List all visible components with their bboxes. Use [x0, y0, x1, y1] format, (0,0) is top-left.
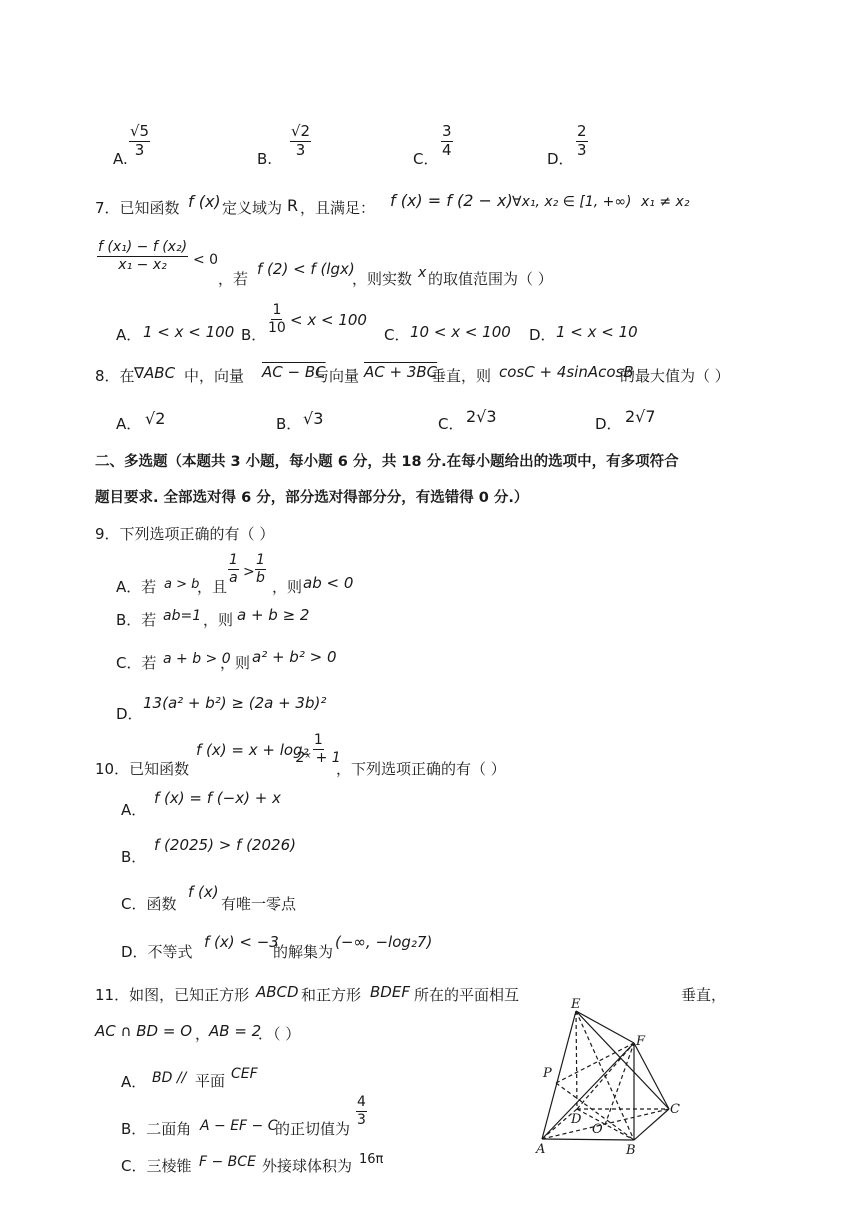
q8-mid-text-1: 中，向量	[184, 367, 245, 385]
q9-option-a-condition: a > b	[164, 577, 200, 592]
q9-option-a-fraction-2	[255, 553, 266, 585]
q6-option-d-denominator: 3	[577, 140, 587, 159]
q8-mid-text-2: 与向量	[314, 367, 360, 385]
section-2-heading-line-1: 二、多选题（本题共 3 小题，每小题 6 分，共 18 分.在每小题给出的选项中，有多项符合	[95, 454, 679, 470]
q9-option-c-label: C．若	[116, 654, 157, 672]
q10-prefix: 10．已知函数	[95, 760, 190, 778]
q8-option-c-value: 2√3	[466, 407, 497, 426]
q9-option-a-mid: ，且	[197, 578, 228, 596]
figure-label-e: E	[571, 997, 581, 1012]
q10-fraction-denominator: 2ˣ + 1	[296, 749, 341, 766]
q8-option-a-label: A．	[116, 415, 142, 433]
q11-option-b-fraction	[356, 1095, 367, 1127]
q8-option-b-value: √3	[303, 409, 324, 428]
q7-variable-x: x	[418, 265, 427, 281]
edge-ab	[542, 1139, 634, 1140]
edge-ec	[576, 1011, 669, 1109]
q6-option-a-denominator: 3	[134, 140, 145, 159]
q8-option-c-label: C．	[438, 415, 464, 433]
q7-option-b-numerator: 1	[272, 302, 282, 318]
q9-option-a-fraction-1-numerator: 1	[229, 552, 238, 568]
q8-option-b-label: B．	[276, 415, 302, 433]
q6-option-b-denominator: 3	[295, 140, 306, 159]
q11-option-b-label: B．二面角	[121, 1120, 192, 1138]
q7-option-b-fraction	[268, 303, 286, 335]
q9-option-a-tail: ，则	[272, 578, 303, 596]
q11-prefix: 11．如图，已知正方形	[95, 986, 250, 1004]
q9-option-b-condition: ab=1	[163, 608, 202, 624]
q7-tail-text-2: 的取值范围为（ ）	[428, 270, 553, 288]
q10-function-fraction	[296, 733, 341, 765]
q6-option-d-numerator: 2	[577, 122, 587, 140]
q10-option-d-label: D．不等式	[121, 943, 193, 961]
q10-fraction-numerator: 1	[313, 732, 323, 748]
figure-label-c: C	[670, 1102, 680, 1117]
q10-option-d-mid: 的解集为	[273, 943, 334, 961]
figure-label-d: D	[571, 1112, 582, 1127]
q10-function-lhs: f (x) = x + log₂	[196, 741, 309, 759]
q7-option-b-denominator: 10	[268, 319, 286, 336]
q8-tail-text: 的最大值为（ ）	[620, 367, 730, 385]
q11-mid-text-1: 和正方形	[301, 986, 362, 1004]
q11-square-1: ABCD	[256, 983, 299, 1001]
q10-option-d-solution-set: (−∞, −log₂7)	[335, 933, 433, 951]
q11-square-2: BDEF	[370, 983, 410, 1001]
q8-option-a-value: √2	[145, 409, 166, 428]
q6-option-a-label: A.	[113, 150, 128, 168]
q7-option-d-label: D．	[529, 326, 556, 344]
figure-label-o: O	[592, 1122, 603, 1137]
q11-option-a-expression: BD //	[152, 1070, 187, 1086]
q10-option-a-expression: f (x) = f (−x) + x	[154, 789, 281, 807]
q8-vector-1: AC − BC	[262, 363, 326, 381]
q9-option-a-result: ab < 0	[303, 574, 354, 592]
q7-option-d-value: 1 < x < 10	[556, 323, 638, 341]
q9-option-a-greater-than: >	[243, 564, 255, 580]
q6-option-d-fraction	[576, 124, 588, 159]
q9-option-b-result: a + b ≥ 2	[237, 606, 310, 624]
q10-option-a-label: A．	[121, 801, 147, 819]
q9-option-b-label: B．若	[116, 611, 157, 629]
q9-stem: 9．下列选项正确的有（ ）	[95, 525, 275, 543]
q7-option-c-value: 10 < x < 100	[410, 323, 511, 341]
figure-label-p: P	[543, 1066, 552, 1081]
q11-side-length: AB = 2	[209, 1022, 262, 1040]
q6-option-c-denominator: 4	[442, 140, 452, 159]
q11-figure	[530, 995, 700, 1160]
q8-vector-2: AC + 3BC	[364, 363, 438, 381]
q11-option-c-expression: F − BCE	[199, 1154, 256, 1170]
q11-bracket: ．（ ）	[258, 1025, 301, 1043]
q8-triangle: ∇ABC	[134, 364, 176, 382]
q6-option-c-numerator: 3	[442, 122, 452, 140]
q7-option-c-label: C．	[384, 326, 410, 344]
q6-option-b-label: B.	[257, 150, 273, 168]
section-2-heading-line-2: 题目要求. 全部选对得 6 分，部分选对得部分分，有选错得 0 分.）	[95, 490, 529, 506]
q9-option-a-fraction-1	[228, 553, 239, 585]
q7-domain-text: 定义域为	[222, 199, 283, 217]
q6-option-b-fraction	[290, 124, 311, 159]
q7-less-than-zero: < 0	[193, 252, 219, 268]
q8-mid-text-3: 垂直，则	[431, 367, 492, 385]
q7-tail-text: ，则实数	[352, 270, 413, 288]
q11-option-a-plane: CEF	[231, 1066, 258, 1082]
q7-fx: f (x)	[188, 192, 221, 211]
q11-option-b-numerator: 4	[357, 1094, 366, 1110]
q6-option-d-label: D．	[547, 150, 574, 168]
q7-fraction-numerator: f (x₁) − f (x₂)	[98, 239, 188, 255]
q11-mid-text-3: 垂直，	[681, 986, 727, 1004]
q7-option-b-value: < x < 100	[290, 311, 367, 329]
q7-option-a-value: 1 < x < 100	[143, 323, 235, 341]
q8-option-d-value: 2√7	[625, 407, 656, 426]
q7-monotonic-fraction	[97, 240, 188, 272]
figure-label-a: A	[536, 1142, 546, 1157]
q9-option-a-label: A．若	[116, 578, 157, 596]
edge-af	[542, 1043, 634, 1139]
edge-fc	[634, 1043, 669, 1109]
q7-real-set: R	[287, 196, 299, 215]
q11-option-c-text: 外接球体积为	[262, 1157, 353, 1175]
q10-option-c-fx: f (x)	[188, 883, 219, 901]
q11-option-b-denominator: 3	[357, 1111, 366, 1128]
edge-eb-hidden	[576, 1011, 634, 1140]
q11-option-c-value: 16π	[359, 1152, 384, 1167]
q8-option-d-label: D．	[595, 415, 622, 433]
edge-ef	[576, 1011, 634, 1043]
q6-option-c-label: C．	[413, 150, 439, 168]
q7-fraction-denominator: x₁ − x₂	[118, 256, 167, 273]
q11-option-b-text: 的正切值为	[275, 1120, 351, 1138]
q11-option-b-expression: A − EF − C	[200, 1118, 278, 1134]
q7-option-b-label: B．	[241, 326, 267, 344]
q11-intersection: AC ∩ BD = O	[95, 1022, 193, 1040]
q10-option-c-label: C．函数	[121, 895, 177, 913]
q6-option-a-numerator: √5	[130, 122, 150, 140]
q7-symmetry-equation: f (x) = f (2 − x)	[390, 191, 513, 210]
q9-option-d-result: 13(a² + b²) ≥ (2a + 3b)²	[143, 694, 327, 712]
q9-option-c-condition: a + b > 0	[163, 651, 231, 667]
q7-condition-text: ，且满足：	[300, 199, 376, 217]
q6-option-b-numerator: √2	[291, 122, 311, 140]
q7-prefix: 7．已知函数	[95, 199, 180, 217]
q7-neq-condition: x₁ ≠ x₂	[641, 194, 690, 210]
q10-option-b-expression: f (2025) > f (2026)	[154, 836, 296, 854]
q9-option-c-tail: ，则	[220, 654, 251, 672]
q9-option-c-result: a² + b² > 0	[252, 648, 337, 666]
figure-label-b: B	[626, 1143, 636, 1158]
q9-option-a-fraction-2-denominator: b	[256, 569, 265, 586]
q11-option-a-label: A．	[121, 1073, 147, 1091]
q9-option-a-fraction-1-denominator: a	[229, 569, 238, 586]
q10-option-d-expression: f (x) < −3	[204, 933, 279, 951]
q7-forall-condition: ∀x₁, x₂ ∈ [1, +∞)	[512, 194, 632, 210]
q9-option-a-fraction-2-numerator: 1	[256, 552, 265, 568]
q7-if-text: ，若	[218, 270, 249, 288]
q7-inequality: f (2) < f (lgx)	[257, 260, 355, 278]
q9-option-b-tail: ，则	[203, 611, 234, 629]
figure-label-f: F	[636, 1034, 646, 1049]
edge-ed-hidden	[576, 1011, 577, 1109]
q8-expression: cosC + 4sinAcosB	[499, 363, 634, 381]
q6-option-c-fraction	[441, 124, 453, 159]
q10-tail: ，下列选项正确的有（ ）	[336, 760, 506, 778]
q8-prefix: 8．在	[95, 367, 135, 385]
q9-option-d-label: D．	[116, 705, 143, 723]
q11-mid-text-2: 所在的平面相互	[414, 986, 520, 1004]
q11-option-a-text: 平面	[195, 1072, 226, 1090]
q10-option-c-tail: 有唯一零点	[221, 895, 297, 913]
q11-comma: ，	[195, 1025, 211, 1043]
q11-option-c-label: C．三棱锥	[121, 1157, 192, 1175]
q6-option-a-fraction	[129, 124, 150, 159]
q10-option-b-label: B．	[121, 848, 147, 866]
q7-option-a-label: A．	[116, 326, 142, 344]
